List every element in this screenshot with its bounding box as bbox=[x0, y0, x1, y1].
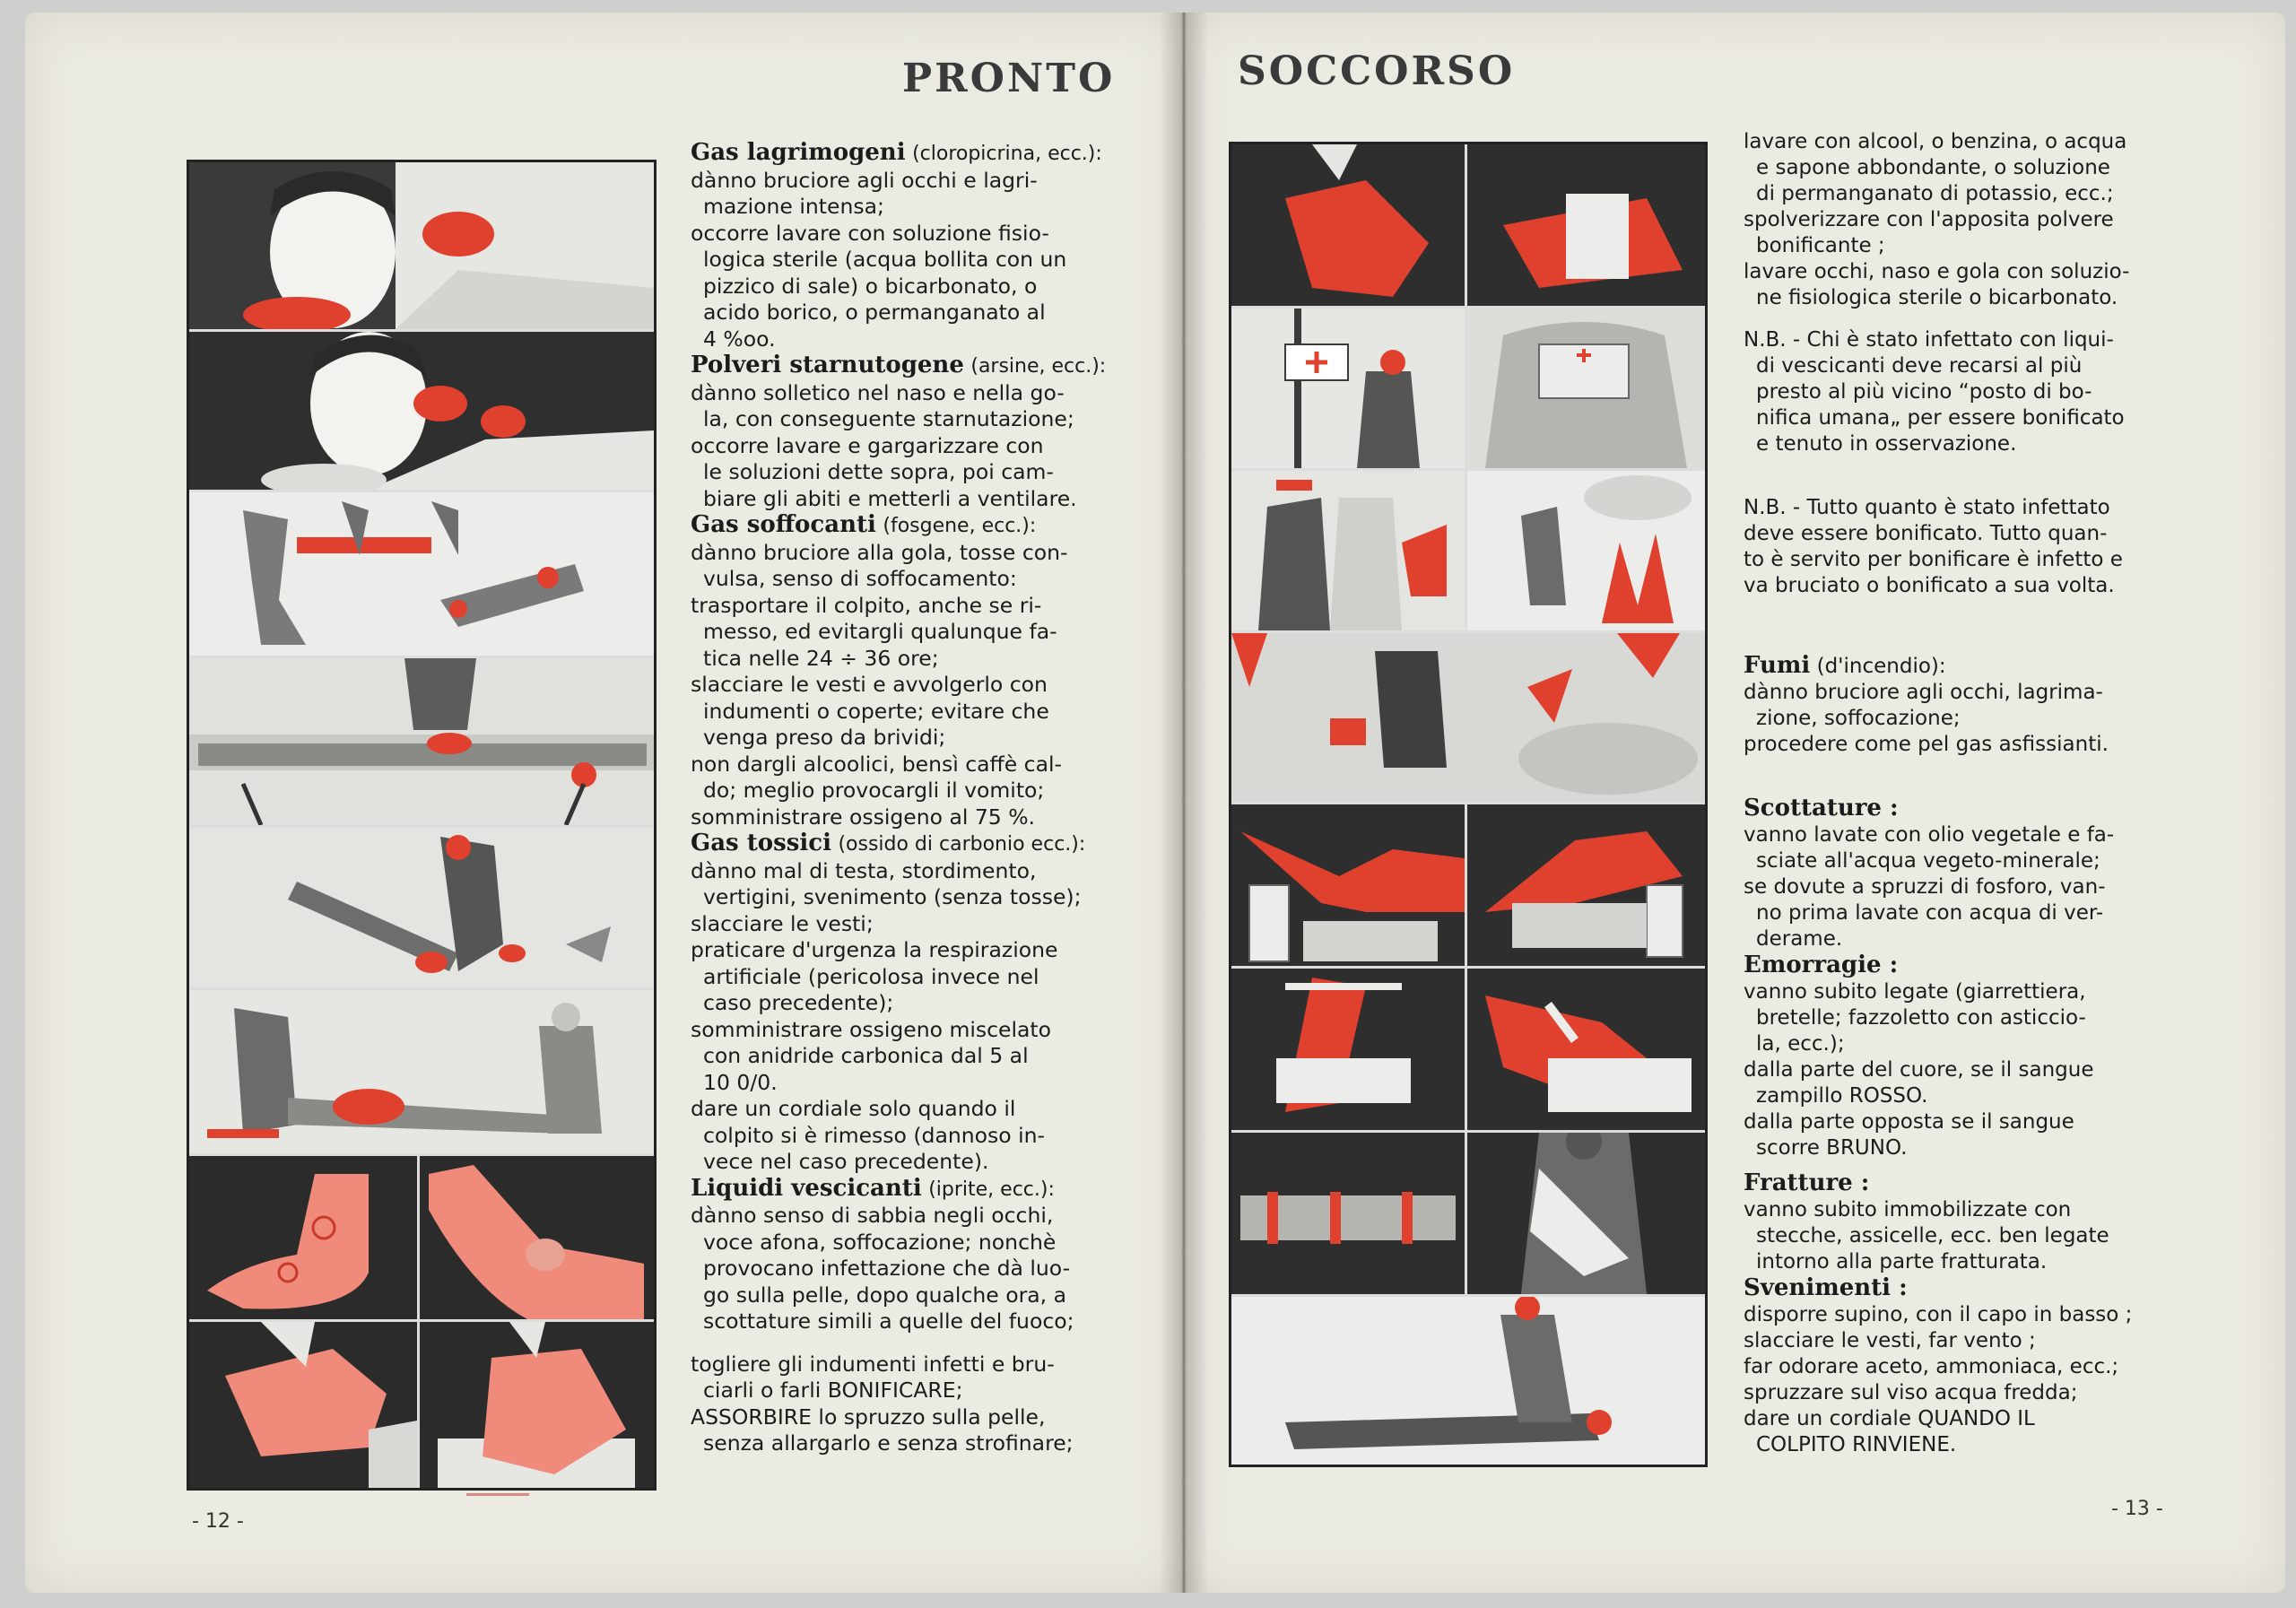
right-page-title: SOCCORSO bbox=[1238, 48, 1516, 94]
text-line: le soluzioni dette sopra, poi cam- bbox=[703, 459, 1054, 484]
text-line: messo, ed evitargli qualunque fa- bbox=[703, 619, 1057, 644]
illustration-decontamination-post bbox=[1467, 309, 1705, 468]
illustration-tourniquet-leg bbox=[1467, 969, 1705, 1130]
section-note: (iprite, ecc.): bbox=[928, 1178, 1055, 1201]
text-line: la, con conseguente starnutazione; bbox=[703, 406, 1074, 431]
text-line: zione, soffocazione; bbox=[1756, 707, 1961, 730]
text-line: dare un cordiale QUANDO IL bbox=[1744, 1407, 2035, 1430]
text-line: slacciare le vesti, far vento ; bbox=[1744, 1329, 2036, 1352]
text-line: togliere gli indumenti infetti e bru- bbox=[691, 1351, 1055, 1377]
text-line: occorre lavare e gargarizzare con bbox=[691, 432, 1044, 458]
text-line: stecche, assicelle, ecc. ben legate bbox=[1756, 1224, 2109, 1247]
text-line: to è servito per bonificare è infetto e bbox=[1744, 548, 2123, 571]
illustration-stretcher-carry bbox=[189, 492, 654, 656]
text-line: do; meglio provocargli il vomito; bbox=[703, 778, 1045, 803]
illustration-nose-wash bbox=[189, 332, 654, 490]
illustration-artificial-respiration bbox=[189, 990, 654, 1153]
illustration-bonifica-sign bbox=[1231, 309, 1465, 468]
text-line: far odorare aceto, ammoniaca, ecc.; bbox=[1744, 1355, 2119, 1378]
text-line: go sulla pelle, dopo qualche ora, a bbox=[703, 1282, 1066, 1308]
ink-mark bbox=[466, 1493, 529, 1508]
text-line: derame. bbox=[1756, 927, 1843, 951]
illustration-blistered-ankle bbox=[420, 1156, 654, 1319]
left-page-number: - 12 - bbox=[192, 1510, 244, 1533]
section-note: (fosgene, ecc.): bbox=[883, 515, 1037, 537]
right-text-column bbox=[1744, 129, 2264, 1458]
text-line: provocano infettazione che dà luo- bbox=[703, 1256, 1071, 1281]
text-line: ne fisiologica sterile o bicarbonato. bbox=[1756, 286, 2118, 309]
text-line: va bruciato o bonificato a sua volta. bbox=[1744, 574, 2115, 597]
text-line: dànno bruciore agli occhi e lagri- bbox=[691, 167, 1038, 193]
text-line: N.B. - Tutto quanto è stato infettato bbox=[1744, 496, 2110, 519]
text-line: presto al più vicino “posto di bo- bbox=[1756, 380, 2092, 404]
section-polveri-starnutogene bbox=[691, 352, 1137, 512]
text-line: praticare d'urgenza la respirazione bbox=[691, 937, 1058, 962]
text-line: intorno alla parte fratturata. bbox=[1756, 1250, 2048, 1273]
text-line: e sapone abbondante, o soluzione bbox=[1756, 156, 2110, 179]
text-line: colpito si è rimesso (dannoso in- bbox=[703, 1122, 1046, 1148]
section-note: (cloropicrina, ecc.): bbox=[912, 143, 1102, 165]
text-line: tica nelle 24 ÷ 36 ore; bbox=[703, 645, 939, 671]
text-line: lavare occhi, naso e gola con soluzio- bbox=[1744, 260, 2130, 283]
right-page-number: - 13 - bbox=[2111, 1498, 2163, 1520]
section-fumi bbox=[1744, 653, 2264, 758]
section-heading: Fratture : bbox=[1744, 1169, 1870, 1196]
text-line: voce afona, soffocazione; nonchè bbox=[703, 1229, 1057, 1255]
text-line: 10 0/0. bbox=[703, 1069, 778, 1095]
illustration-hand-powder bbox=[420, 1322, 654, 1488]
text-line: di permanganato di potassio, ecc.; bbox=[1756, 182, 2114, 205]
text-line: dànno senso di sabbia negli occhi, bbox=[691, 1203, 1054, 1228]
text-line: slacciare le vesti e avvolgerlo con bbox=[691, 672, 1048, 697]
text-line: occorre lavare con soluzione fisio- bbox=[691, 220, 1049, 246]
text-line: ciarli o farli BONIFICARE; bbox=[703, 1378, 963, 1403]
text-line: vertigini, svenimento (senza tosse); bbox=[703, 884, 1082, 909]
illustration-eye-wash bbox=[189, 162, 654, 329]
left-illustration-strip bbox=[187, 160, 657, 1491]
illustration-splinted-leg bbox=[1231, 1133, 1465, 1294]
text-line: COLPITO RINVIENE. bbox=[1756, 1433, 1957, 1456]
section-liquidi-vescicanti bbox=[691, 1176, 1137, 1335]
note-infected-persons bbox=[1744, 327, 2264, 457]
text-line: bretelle; fazzoletto con asticcio- bbox=[1756, 1006, 2086, 1030]
text-line: 4 %oo. bbox=[703, 326, 776, 352]
illustration-ground-aid bbox=[189, 828, 654, 987]
section-emorragie bbox=[1744, 952, 2264, 1161]
text-line: con anidride carbonica dal 5 al bbox=[703, 1043, 1029, 1068]
illustration-fainting-aid bbox=[1231, 1297, 1705, 1465]
section-heading: Gas lagrimogeni bbox=[691, 139, 906, 166]
text-line: dànno bruciore alla gola, tosse con- bbox=[691, 539, 1068, 565]
text-line: biare gli abiti e metterli a ventilare. bbox=[703, 485, 1077, 511]
text-line: N.B. - Chi è stato infettato con liqui- bbox=[1744, 328, 2114, 352]
text-line: dànno solletico nel naso e nella go- bbox=[691, 379, 1065, 405]
left-page-title: PRONTO bbox=[902, 56, 1116, 101]
illustration-burning-clothes bbox=[1467, 471, 1705, 630]
section-heading: Gas soffocanti bbox=[691, 511, 876, 538]
text-line: vanno lavate con olio vegetale e fa- bbox=[1744, 823, 2115, 847]
section-fratture bbox=[1744, 1170, 2264, 1275]
section-svenimenti bbox=[1744, 1275, 2264, 1458]
text-line: non dargli alcoolici, bensì caffè cal- bbox=[691, 751, 1062, 777]
text-line: di vescicanti deve recarsi al più bbox=[1756, 354, 2083, 378]
section-note: (d'incendio): bbox=[1816, 655, 1946, 678]
section-heading: Fumi bbox=[1744, 652, 1811, 679]
section-gas-soffocanti bbox=[691, 512, 1137, 830]
section-intro bbox=[1744, 129, 2264, 311]
text-line: slacciare le vesti; bbox=[691, 910, 874, 936]
book-gutter bbox=[1159, 13, 1209, 1593]
text-line: e tenuto in osservazione. bbox=[1756, 432, 2017, 456]
text-line: deve essere bonificato. Tutto quan- bbox=[1744, 522, 2108, 545]
text-line: disporre supino, con il capo in basso ; bbox=[1744, 1303, 2133, 1326]
illustration-burn-bandage bbox=[1467, 804, 1705, 966]
text-line: vanno subito legate (giarrettiera, bbox=[1744, 980, 2086, 1004]
text-line: bonificante ; bbox=[1756, 234, 1885, 257]
text-line: dalla parte opposta se il sangue bbox=[1744, 1110, 2074, 1134]
section-heading: Gas tossici bbox=[691, 830, 831, 856]
text-line: pizzico di sale) o bicarbonato, o bbox=[703, 273, 1038, 299]
right-illustration-strip bbox=[1229, 142, 1708, 1467]
illustration-tourniquet-arm bbox=[1231, 969, 1465, 1130]
illustration-arm-sling bbox=[1467, 1133, 1705, 1294]
text-line: zampillo ROSSO. bbox=[1756, 1084, 1928, 1108]
text-line: dalla parte del cuore, se il sangue bbox=[1744, 1058, 2094, 1082]
illustration-burn-oil-wash bbox=[1231, 804, 1465, 966]
text-line: somministrare ossigeno miscelato bbox=[691, 1016, 1052, 1042]
section-heading: Polveri starnutogene bbox=[691, 352, 964, 378]
text-line: spruzzare sul viso acqua fredda; bbox=[1744, 1381, 2078, 1404]
text-line: vulsa, senso di soffocamento: bbox=[703, 566, 1017, 591]
text-line: venga preso da brividi; bbox=[703, 725, 946, 750]
illustration-stretcher-lying bbox=[189, 658, 654, 825]
text-line: procedere come pel gas asfissianti. bbox=[1744, 733, 2109, 756]
illustration-gasmask-helpers bbox=[1231, 471, 1465, 630]
text-line: dànno bruciore agli occhi, lagrima- bbox=[1744, 681, 2103, 704]
illustration-bandaged-hand bbox=[1467, 144, 1705, 306]
section-note: (arsine, ecc.): bbox=[970, 355, 1107, 378]
section-heading: Svenimenti : bbox=[1744, 1274, 1908, 1301]
text-line: spolverizzare con l'apposita polvere bbox=[1744, 208, 2114, 231]
section-heading: Emorragie : bbox=[1744, 952, 1899, 978]
text-line: no prima lavate con acqua di ver- bbox=[1756, 901, 2104, 925]
text-line: acido borico, o permanganato al bbox=[703, 300, 1046, 325]
section-tail bbox=[691, 1352, 1137, 1457]
text-line: scorre BRUNO. bbox=[1756, 1136, 1908, 1160]
note-infected-objects bbox=[1744, 495, 2264, 599]
text-line: trasportare il colpito, anche se ri- bbox=[691, 592, 1042, 618]
text-line: dare un cordiale solo quando il bbox=[691, 1096, 1016, 1121]
section-scottature bbox=[1744, 795, 2264, 952]
illustration-blistered-foot bbox=[189, 1156, 417, 1319]
text-line: dànno mal di testa, stordimento, bbox=[691, 857, 1037, 883]
illustration-smoke-fire bbox=[1231, 633, 1705, 802]
text-line: se dovute a spruzzi di fosforo, van- bbox=[1744, 875, 2106, 899]
text-line: mazione intensa; bbox=[703, 194, 884, 219]
text-line: la, ecc.); bbox=[1756, 1032, 1845, 1056]
text-line: vece nel caso precedente). bbox=[703, 1149, 989, 1174]
text-line: ASSORBIRE lo spruzzo sulla pelle, bbox=[691, 1404, 1046, 1430]
section-heading: Liquidi vescicanti bbox=[691, 1174, 922, 1202]
text-line: logica sterile (acqua bollita con un bbox=[703, 247, 1067, 272]
section-gas-lagrimogeni bbox=[691, 140, 1137, 352]
section-gas-tossici bbox=[691, 830, 1137, 1176]
text-line: artificiale (pericolosa invece nel bbox=[703, 963, 1039, 989]
section-heading: Scottature : bbox=[1744, 795, 1899, 821]
text-line: nifica umana„ per essere bonificato bbox=[1756, 406, 2125, 430]
left-text-column bbox=[691, 140, 1137, 1457]
text-line: lavare con alcool, o benzina, o acqua bbox=[1744, 130, 2127, 153]
text-line: sciate all'acqua vegeto-minerale; bbox=[1756, 849, 2100, 873]
text-line: caso precedente); bbox=[703, 990, 894, 1015]
text-line: scottature simili a quelle del fuoco; bbox=[703, 1308, 1074, 1334]
section-note: (ossido di carbonio ecc.): bbox=[838, 833, 1086, 856]
text-line: somministrare ossigeno al 75 %. bbox=[691, 804, 1036, 830]
text-line: senza allargarlo e senza strofinare; bbox=[703, 1430, 1074, 1456]
illustration-hand-wash bbox=[1231, 144, 1465, 306]
illustration-hand-treatment bbox=[189, 1322, 417, 1488]
text-line: vanno subito immobilizzate con bbox=[1744, 1198, 2072, 1221]
text-line: indumenti o coperte; evitare che bbox=[703, 698, 1049, 724]
